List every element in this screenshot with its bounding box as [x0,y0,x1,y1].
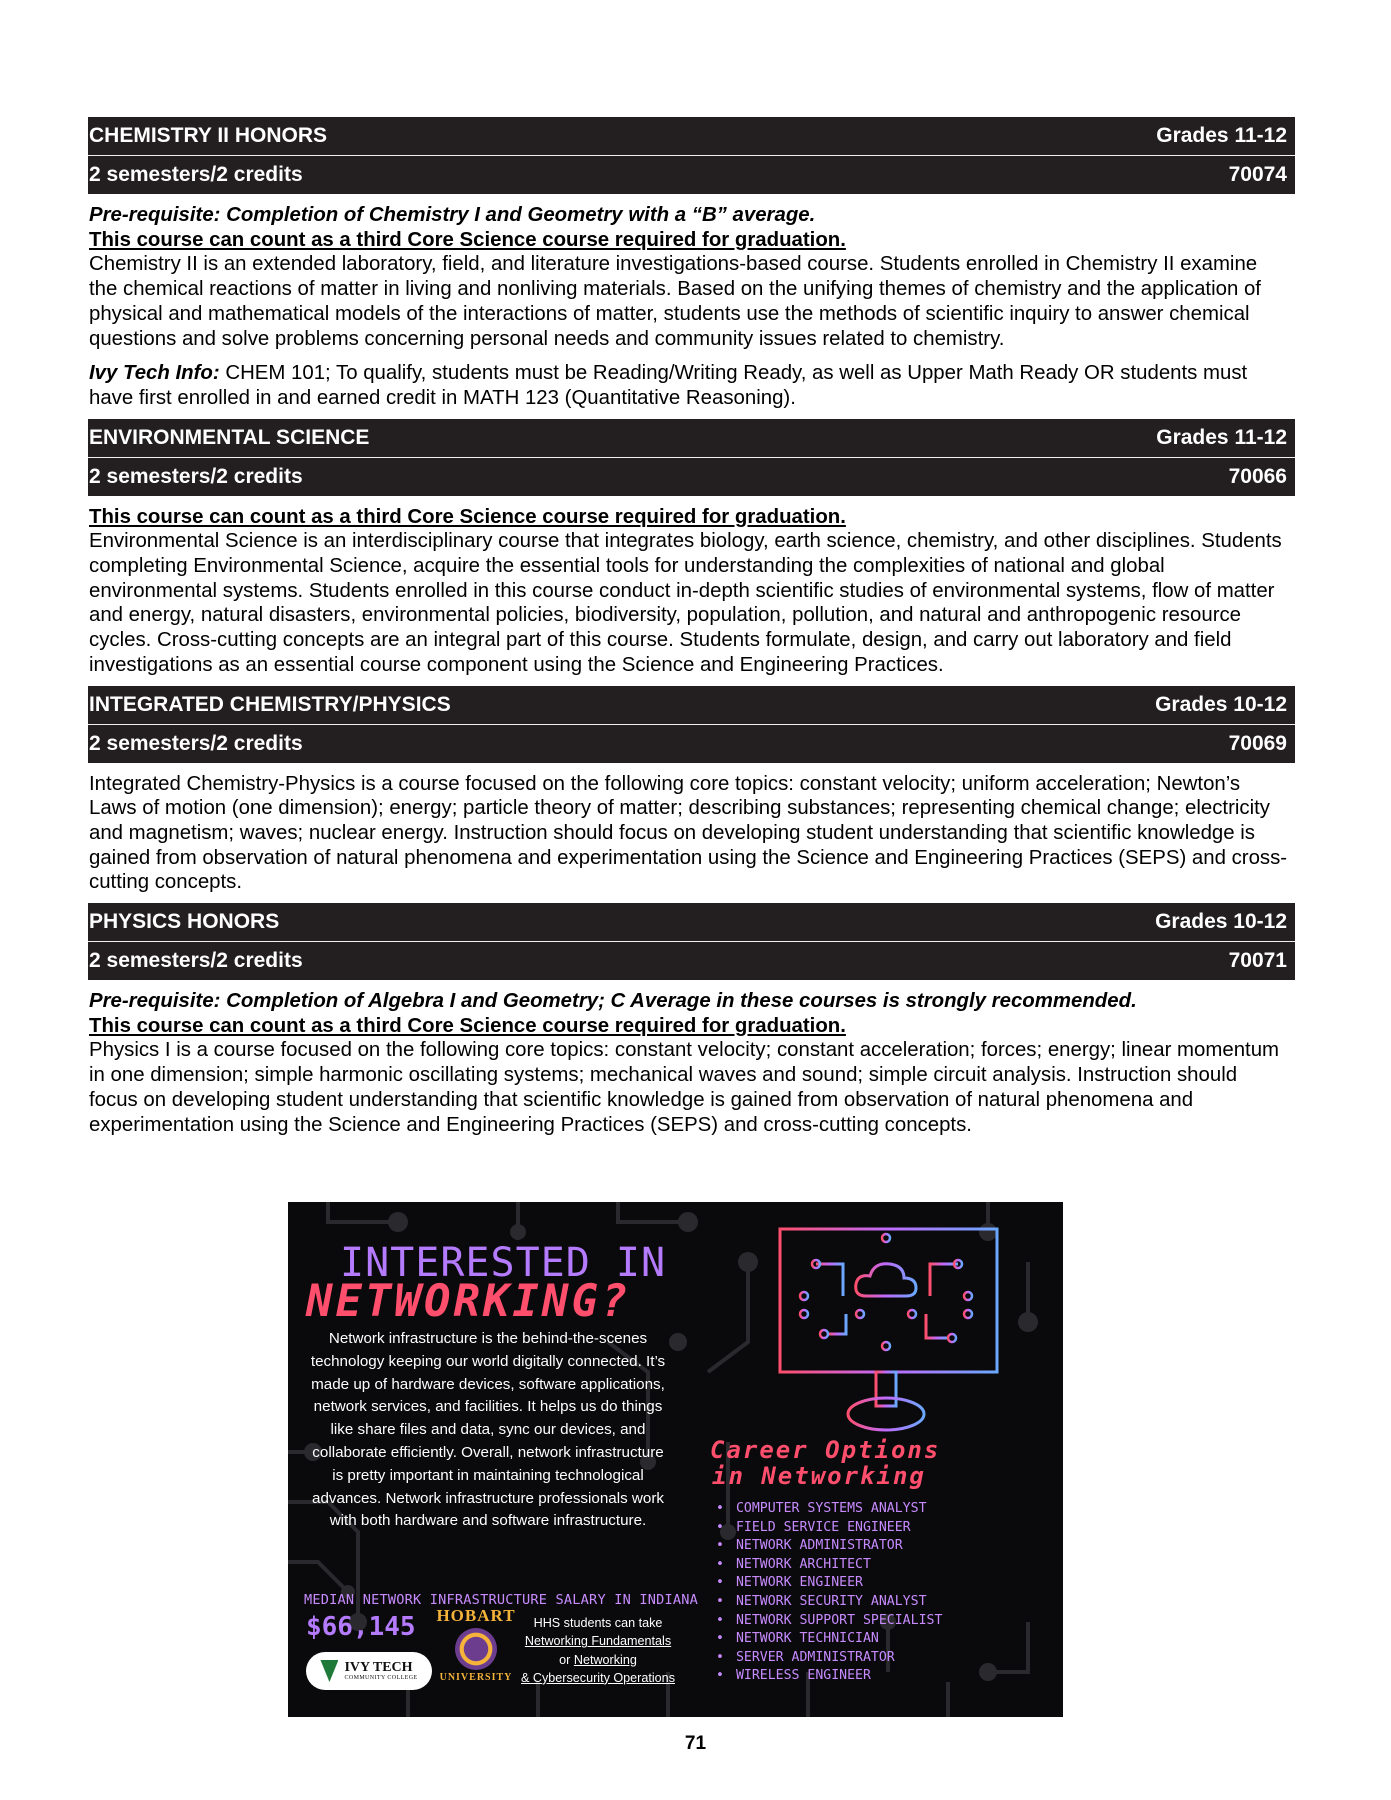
ivy-tech-leaf-icon [320,1660,338,1682]
course-body [88,496,1295,686]
hobart-top-text: HOBART [436,1606,516,1625]
course-grades: Grades 10-12 [1155,910,1287,934]
career-options-title [710,1437,940,1489]
course-chemistry-ii-honors [88,117,1295,419]
salary-label: MEDIAN NETWORK INFRASTRUCTURE SALARY IN INDIANA [304,1592,699,1608]
flyer-description: Network infrastructure is the behind-the-scenes technology keeping our world digitally connected. It’s made up of hardware devices, software applications, network services, and facilities. It helps us do things like share files and data, sync our devices, and collaborate efficiently. Overall, network infrastructure is pretty important in maintaining technological advances. Network infrastructure professionals work with both hardware and software infrastructure. [310,1330,666,1530]
course-physics-honors [88,903,1295,1145]
course-header [88,903,1295,980]
hhs-line1: HHS students can take [533,1616,663,1630]
course-description: Environmental Science is an interdisciplinary course that integrates biology, earth science, chemistry, and other disciplines. Students completing Environmental Science, acquire the essential tools for understanding the complexities of national and global environmental systems. Students enrolled in this course conduct in-depth scientific studies of environmental systems, flow of matter and energy, natural disasters, environmental policies, biodiversity, population, pollution, and natural and anthropogenic resource cycles. Cross-cutting concepts are an integral part of this course. Students formulate, design, and carry out laboratory and field investigations as an essential course component using the Science and Engineering Practices. [89,530,1282,676]
list-item: • NETWORK SUPPORT SPECIALIST [716,1612,942,1631]
course-catalog-page [88,117,1295,1145]
course-prereq: Pre-requisite: Completion of Algebra I and Geometry; C Average in these courses is strongly recommended. [89,990,1137,1013]
course-title: CHEMISTRY II HONORS [89,124,328,147]
list-item: • NETWORK SECURITY ANALYST [716,1593,942,1612]
course-credits: 2 semesters/2 credits [89,163,303,186]
career-title-line1: Career Options [710,1436,941,1464]
list-item: • WIRELESS ENGINEER [716,1667,942,1686]
course-integrated-chemistry-physics [88,686,1295,904]
course-credits: 2 semesters/2 credits [89,464,303,488]
course-body [88,194,1295,419]
course-title: ENVIRONMENTAL SCIENCE [89,425,370,449]
course-grades: Grades 11-12 [1156,425,1287,449]
networking-link[interactable]: Networking [573,1652,637,1667]
list-item: • FIELD SERVICE ENGINEER [716,1519,942,1538]
hhs-course-note [520,1614,676,1687]
career-list [716,1500,942,1686]
ivy-tech-info [89,361,1291,410]
course-description: Integrated Chemistry-Physics is a course focused on the following core topics: constant velocity; uniform acceleration; Newton’s Laws of motion (one dimension); energy; particle theory of matter; describing substances; representing chemical change; electricity and magnetism; waves; nuclear energy. Instruction should focus on developing student understanding that scientific knowledge is gained from observation of natural phenomena and experimentation using the Science and Engineering Practices (SEPS) and cross-cutting concepts. [89,772,1288,894]
flyer-title-line1: INTERESTED IN [340,1240,667,1286]
core-science-note: This course can count as a third Core Science course required for graduation. [89,1014,846,1037]
list-item: • COMPUTER SYSTEMS ANALYST [716,1500,942,1519]
list-item: • NETWORK ARCHITECT [716,1556,942,1575]
course-credits: 2 semesters/2 credits [89,731,303,755]
course-body [88,980,1295,1145]
core-science-note: This course can count as a third Core Science course required for graduation. [89,228,846,251]
course-body [88,763,1295,904]
page-number: 71 [684,1733,707,1754]
salary-value: $66,145 [306,1612,416,1642]
networking-fundamentals-link[interactable]: Networking Fundamentals [524,1634,672,1649]
ivy-tech-text: CHEM 101; To qualify, students must be Reading/Writing Ready, as well as Upper Math Ready OR students must have first enrolled in and earned credit in MATH 123 (Quantitative Reasoning). [89,362,1248,409]
course-environmental-science [88,419,1295,686]
course-description: Chemistry II is an extended laboratory, field, and literature investigations-based course. Students enrolled in Chemistry II examine the chemical reactions of matter in living and nonliving materials. Based on the unifying themes of chemistry and the application of physical and mathematical models of the interactions of matter, students use the methods of scientific inquiry to answer chemical questions and solve problems concerning personal needs and community issues related to chemistry. [89,253,1261,350]
course-grades: Grades 11-12 [1156,124,1287,147]
course-code: 70066 [1228,464,1287,488]
hobart-seal-icon [455,1628,497,1670]
course-code: 70071 [1228,949,1287,973]
hhs-or: or [559,1652,574,1667]
networking-flyer [288,1202,1063,1717]
ivy-logo-line2: COMMUNITY COLLEGE [344,1674,418,1681]
course-header [88,686,1295,763]
ivy-tech-logo [306,1652,432,1690]
ivy-tech-label: Ivy Tech Info: [89,362,220,385]
career-title-line2: in Networking [712,1462,926,1490]
course-code: 70069 [1228,731,1287,755]
list-item: • NETWORK ENGINEER [716,1574,942,1593]
course-grades: Grades 10-12 [1155,692,1287,716]
list-item: • NETWORK TECHNICIAN [716,1630,942,1649]
course-title: INTEGRATED CHEMISTRY/PHYSICS [89,692,451,716]
course-header [88,419,1295,496]
course-description: Physics I is a course focused on the following core topics: constant velocity; constant acceleration; forces; energy; linear momentum in one dimension; simple harmonic oscillating systems; mechanical waves and sound; simple circuit analysis. Instruction should focus on developing student understanding that scientific knowledge is gained from observation of natural phenomena and experimentation using the Science and Engineering Practices (SEPS) and cross-cutting concepts. [89,1039,1280,1136]
flyer-title-line2: NETWORKING? [306,1276,631,1327]
course-title: PHYSICS HONORS [89,910,280,934]
hobart-bottom-text: UNIVERSITY [439,1672,513,1683]
course-credits: 2 semesters/2 credits [89,949,303,973]
course-prereq: Pre-requisite: Completion of Chemistry I and Geometry with a “B” average. [89,204,816,226]
ivy-logo-line1: IVY TECH [344,1659,413,1675]
course-header [88,117,1295,194]
cybersecurity-operations-link[interactable]: & Cybersecurity Operations [521,1670,675,1685]
list-item: • SERVER ADMINISTRATOR [716,1649,942,1668]
course-code: 70074 [1228,163,1287,186]
core-science-note: This course can count as a third Core Science course required for graduation. [89,505,846,528]
hobart-university-logo [436,1606,516,1683]
list-item: • NETWORK ADMINISTRATOR [716,1537,942,1556]
